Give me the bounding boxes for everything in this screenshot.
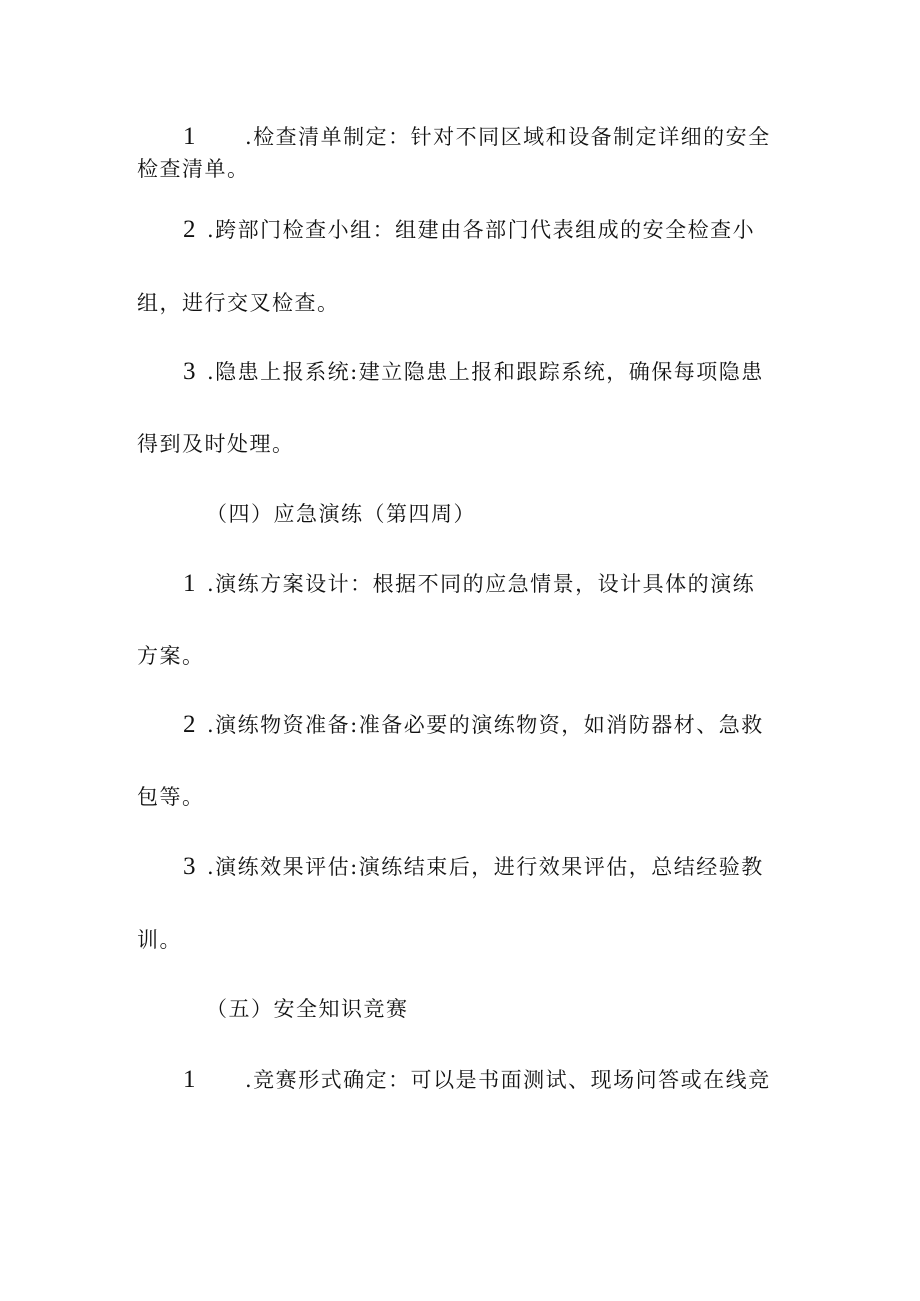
paragraph-1-line-2 — [137, 155, 797, 183]
section-heading — [206, 995, 866, 1023]
paragraph-text: 包等。 — [137, 785, 205, 809]
item-number: 3 — [183, 853, 196, 880]
paragraph-text: 组，进行交叉检查。 — [137, 291, 340, 315]
paragraph-text: .演练物资准备:准备必要的演练物资，如消防器材、急救 — [207, 713, 764, 737]
paragraph-text: 检查清单。 — [137, 157, 250, 181]
paragraph-4-line-1 — [183, 570, 843, 598]
paragraph-5-line-1 — [183, 711, 843, 739]
paragraph-text: .检查清单制定：针对不同区域和设备制定详细的安全 — [245, 125, 771, 149]
paragraph-3-line-2 — [137, 430, 797, 458]
paragraph-4-line-2 — [137, 642, 797, 670]
item-number: 1 — [183, 123, 196, 150]
paragraph-text: 得到及时处理。 — [137, 432, 295, 456]
paragraph-2-line-1 — [183, 216, 843, 244]
item-number: 3 — [183, 358, 196, 385]
item-number: 2 — [183, 711, 196, 738]
section-heading-text: （四）应急演练（第四周） — [206, 502, 476, 526]
paragraph-text: .竞赛形式确定：可以是书面测试、现场问答或在线竞 — [245, 1068, 771, 1092]
item-number: 1 — [183, 1066, 196, 1093]
paragraph-text: 训。 — [137, 928, 182, 952]
paragraph-text: .隐患上报系统:建立隐患上报和跟踪系统，确保每项隐患 — [207, 360, 764, 384]
paragraph-6-line-2 — [137, 926, 797, 954]
item-number: 1 — [183, 570, 196, 597]
section-heading-text: （五）安全知识竞赛 — [206, 997, 409, 1021]
paragraph-3-line-1 — [183, 358, 843, 386]
paragraph-text: .跨部门检查小组：组建由各部门代表组成的安全检查小 — [207, 218, 756, 242]
section-heading — [206, 500, 866, 528]
paragraph-6-line-1 — [183, 853, 843, 881]
paragraph-text: 方案。 — [137, 644, 205, 668]
paragraph-5-line-2 — [137, 783, 797, 811]
paragraph-2-line-2 — [137, 289, 797, 317]
item-number: 2 — [183, 216, 196, 243]
paragraph-text: .演练方案设计：根据不同的应急情景，设计具体的演练 — [207, 572, 756, 596]
paragraph-7-line-1 — [183, 1066, 843, 1094]
paragraph-1-line-1 — [183, 123, 843, 151]
paragraph-text: .演练效果评估:演练结束后，进行效果评估，总结经验教 — [207, 855, 764, 879]
